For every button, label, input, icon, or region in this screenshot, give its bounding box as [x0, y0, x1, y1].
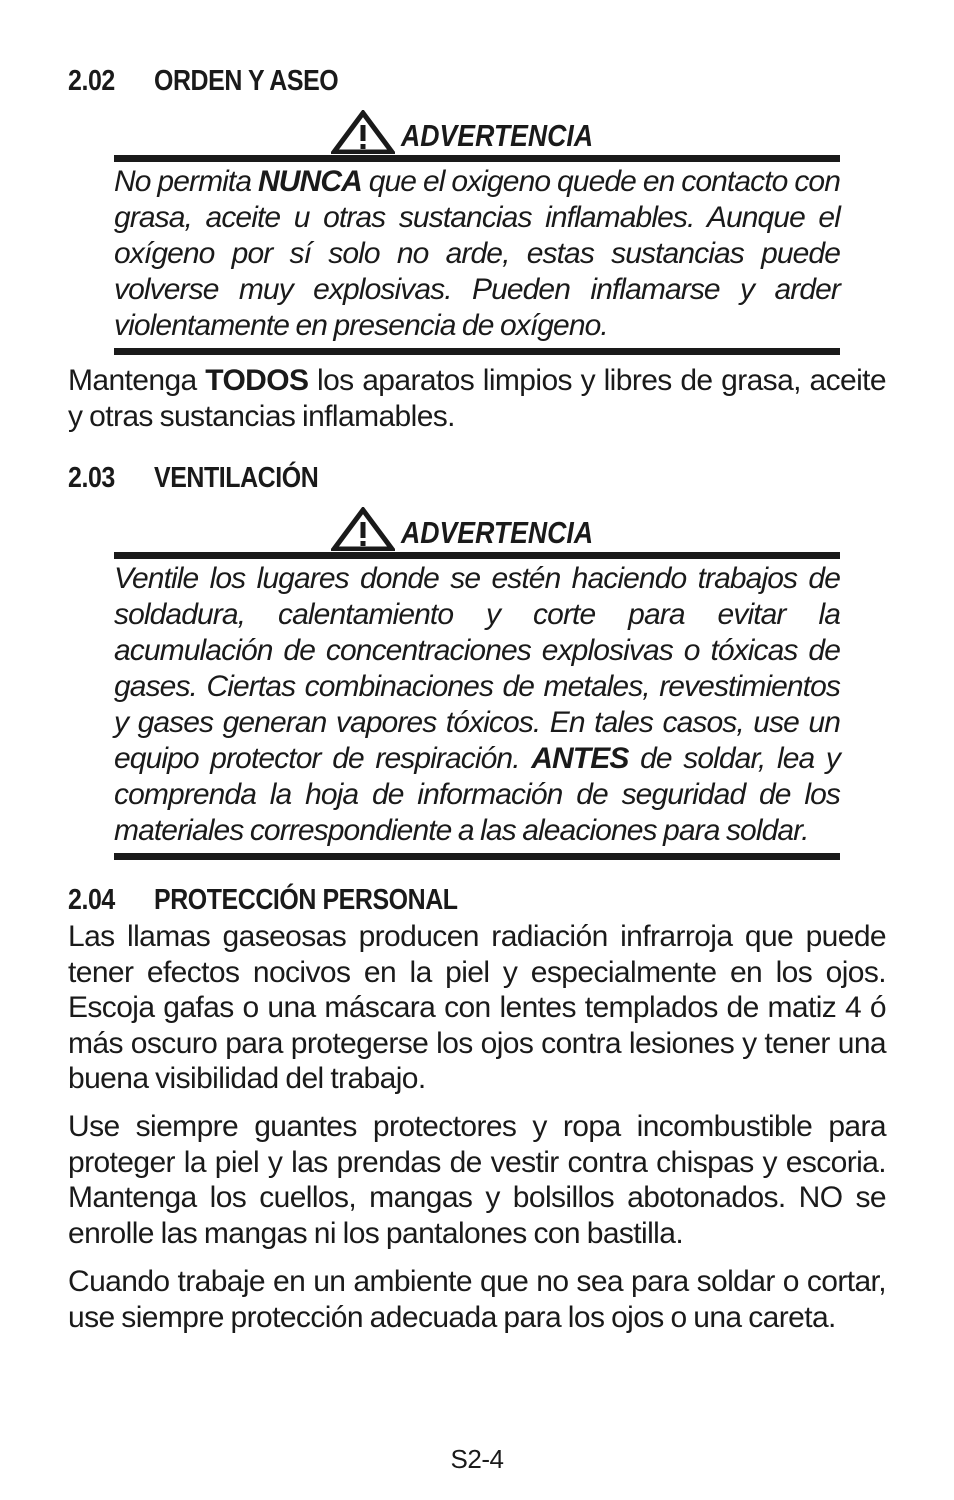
warning-emphasis: ANTES — [531, 742, 629, 775]
warning-text-part: de soldar, lea y comprenda la hoja de información de seguridad de los materiales correspondiente a las aleaciones para soldar. — [114, 742, 840, 847]
paragraph-cleanliness — [68, 363, 886, 434]
page-number: S2-4 — [450, 1444, 504, 1474]
warning-text — [114, 164, 840, 344]
warning-label: ADVERTENCIA — [401, 118, 594, 153]
section-heading-2-04 — [68, 883, 458, 917]
paragraph-eye-protection: Cuando trabaje en un ambiente que no sea para soldar o cortar, use siempre protección adecuada para los ojos o una careta. — [68, 1265, 886, 1334]
warning-label: ADVERTENCIA — [401, 515, 594, 550]
warning-triangle-icon — [331, 507, 395, 551]
paragraph-infrared: Las llamas gaseosas producen radiación infrarroja que puede tener efectos nocivos en la piel y especialmente en los ojos. Escoja gafas o una máscara con lentes templados de matiz 4 ó más oscuro para protegerse los ojos contra lesiones y tener una buena visibilidad del trabajo. — [68, 920, 886, 1095]
paragraph-part: los aparatos limpios y libres de grasa, aceite y otras sustancias inflamables. — [68, 364, 886, 433]
warning-box-oxygen — [114, 155, 840, 355]
section-heading-2-03 — [68, 461, 318, 495]
section-title: PROTECCIÓN PERSONAL — [154, 884, 458, 916]
warning-text-part: que el oxigeno quede en contacto con grasa, aceite u otras sustancias inflamables. Aunque el oxígeno por sí solo no arde, estas sustancias puede volverse muy explosivas. Pueden inflamarse y arder violentamente en presencia de oxígeno. — [114, 165, 841, 342]
paragraph-emphasis: TODOS — [205, 364, 309, 397]
warning-text-part: No permita — [114, 165, 259, 198]
section-number: 2.04 — [68, 884, 115, 916]
warning-triangle-icon — [331, 110, 395, 154]
section-title: ORDEN Y ASEO — [154, 65, 339, 97]
warning-text-part: Ventile los lugares donde se estén haciendo trabajos de soldadura, calentamiento y corte para evitar la acumulación de concentraciones explosivas o tóxicas de gases. Ciertas combinaciones de metales, revestimientos y gases generan vapores tóxicos. En tales casos, use un equipo protector de respiración. — [114, 562, 840, 775]
warning-box-ventilation — [114, 552, 840, 860]
section-number: 2.03 — [68, 462, 115, 494]
paragraph-gloves: Use siempre guantes protectores y ropa incombustible para proteger la piel y las prendas de vestir contra chispas y escoria. Mantenga los cuellos, mangas y bolsillos abotonados. NO se enrolle las mangas ni los pantalones con bastilla. — [68, 1110, 886, 1250]
paragraph-part: Mantenga — [68, 364, 206, 397]
section-number: 2.02 — [68, 65, 115, 97]
warning-title — [68, 106, 888, 154]
warning-text — [114, 561, 840, 849]
section-heading-2-02 — [68, 64, 338, 98]
section-title: VENTILACIÓN — [154, 462, 319, 494]
warning-title — [68, 503, 888, 551]
warning-emphasis: NUNCA — [258, 165, 362, 198]
